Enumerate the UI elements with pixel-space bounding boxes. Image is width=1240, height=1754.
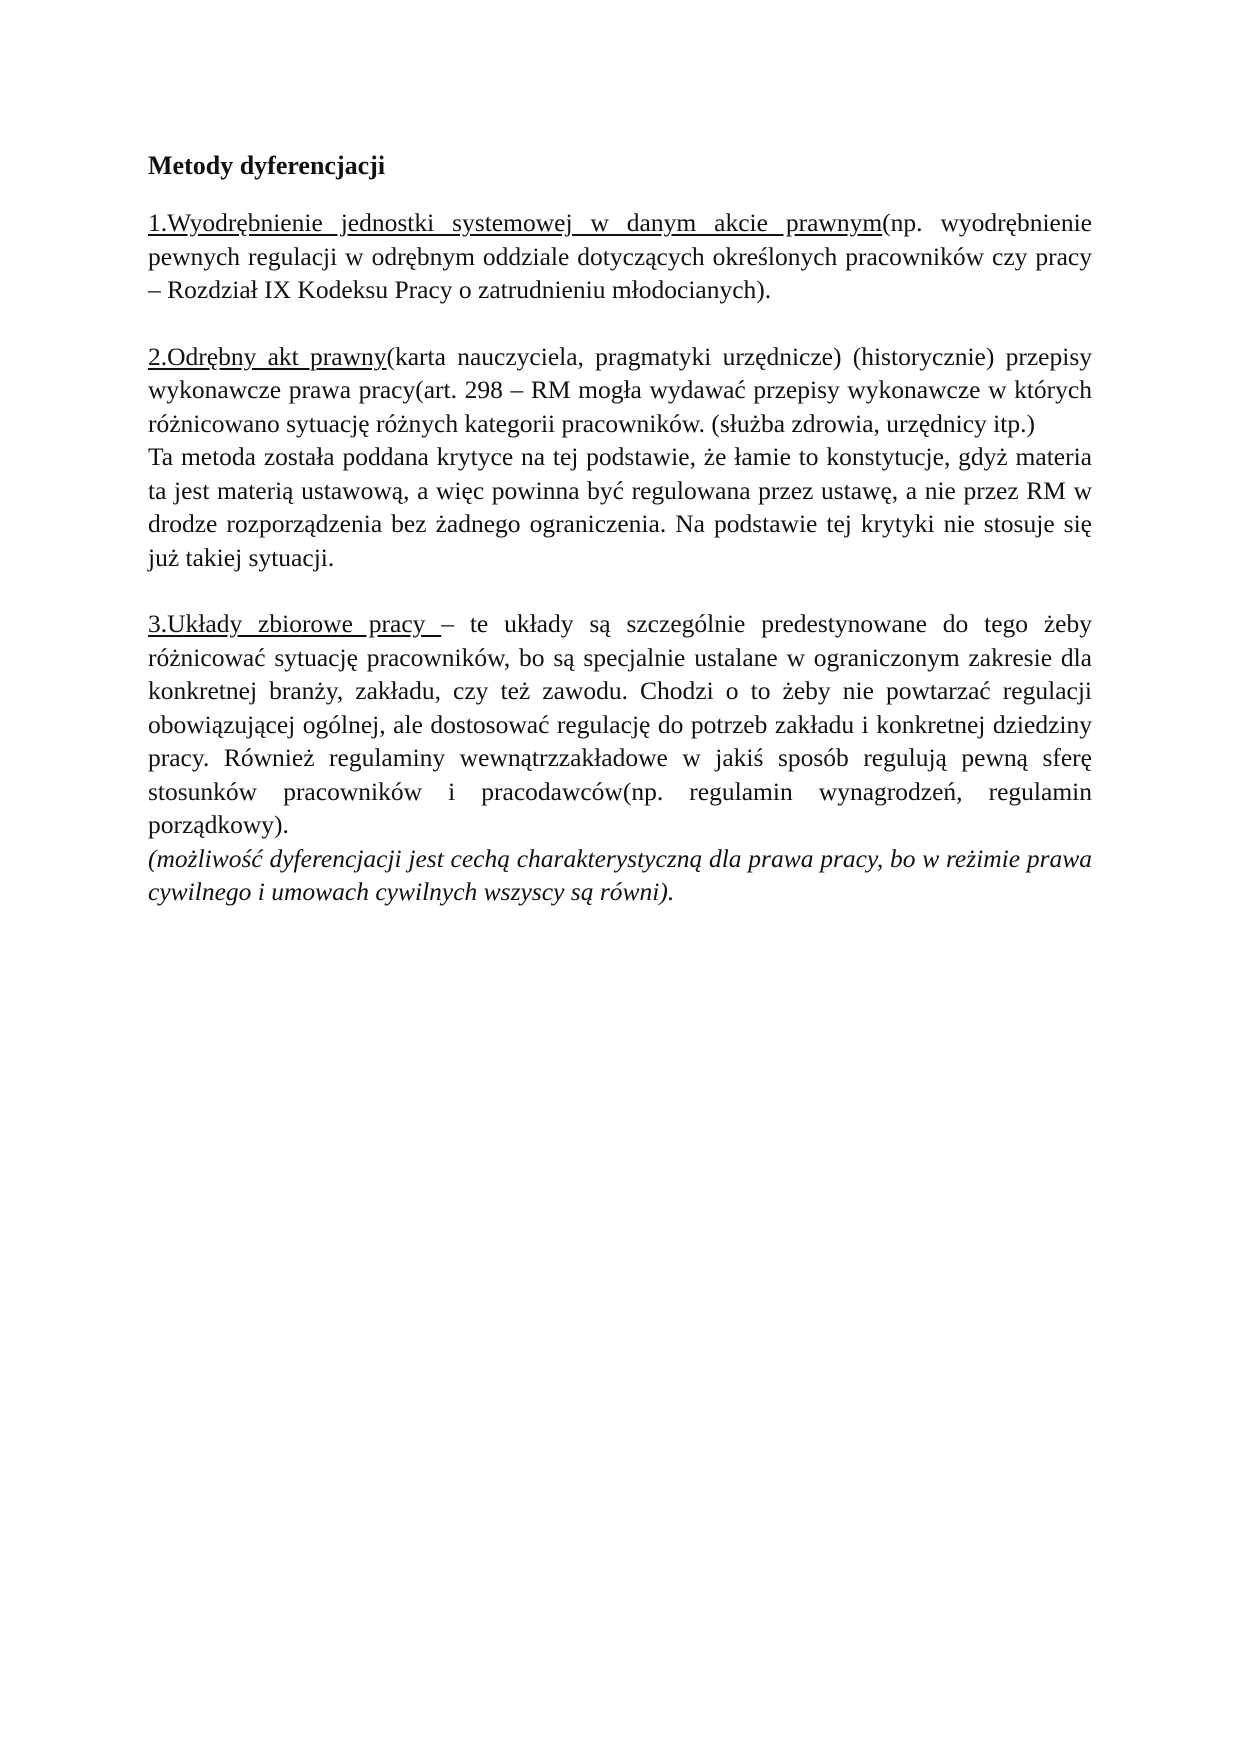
section-1-text: (np. wyodrębnienie pewnych regulacji w odrębnym oddziale dotyczących określonych pracowników czy pracy – Rozdział IX Kodeksu Pracy o zatrudnieniu młodocianych). xyxy=(148,208,1092,304)
section-2-criticism-paragraph: Ta metoda została poddana krytyce na tej podstawie, że łamie to konstytucje, gdyż materia ta jest materią ustawową, a więc powinna być regulowana przez ustawę, a nie przez RM w drodze rozporządzenia bez żadnego ograniczenia. Na podstawie tej krytyki nie stosuje się już takiej sytuacji. xyxy=(148,442,1092,572)
document-title: Metody dyferencjacji xyxy=(148,151,386,180)
section-1-paragraph xyxy=(148,206,1092,307)
section-3-paragraph xyxy=(148,607,1092,842)
section-2-heading: 2.Odrębny akt prawny xyxy=(148,341,387,371)
document-page xyxy=(148,146,1092,909)
section-3-text: – te układy są szczególnie predestynowane do tego żeby różnicować sytuację pracowników, bo są specjalnie ustalane w ograniczonym zakresie dla konkretnej branży, zakładu, czy też zawodu. Chodzi o to żeby nie powtarzać regulacji obowiązującej ogólnej, ale dostosować regulację do potrzeb zakładu i konkretnej dziedziny pracy. Również regulaminy wewnątrzzakładowe w jakiś sposób regulują pewną sferę stosunków pracowników i pracodawców(np. regulamin wynagrodzeń, regulamin porządkowy). xyxy=(148,609,1092,839)
section-3-note: (możliwość dyferencjacji jest cechą charakterystyczną dla prawa pracy, bo w reżimie prawa cywilnego i umowach cywilnych wszyscy są równi). xyxy=(148,843,1092,906)
section-2-paragraph xyxy=(148,340,1092,441)
section-2-text: (karta nauczyciela, pragmatyki urzędnicze) (historycznie) przepisy wykonawcze prawa pracy(art. 298 – RM mogła wydawać przepisy wykonawcze w których różnicowano sytuację różnych kategorii pracowników. (służba zdrowia, urzędnicy itp.) xyxy=(148,341,1092,438)
section-1-heading: 1.Wyodrębnienie jednostki systemowej w danym akcie prawnym xyxy=(148,208,883,237)
section-3-heading: 3.Układy zbiorowe pracy xyxy=(148,609,442,638)
paragraph-gap xyxy=(148,574,1092,607)
paragraph-gap xyxy=(148,307,1092,340)
